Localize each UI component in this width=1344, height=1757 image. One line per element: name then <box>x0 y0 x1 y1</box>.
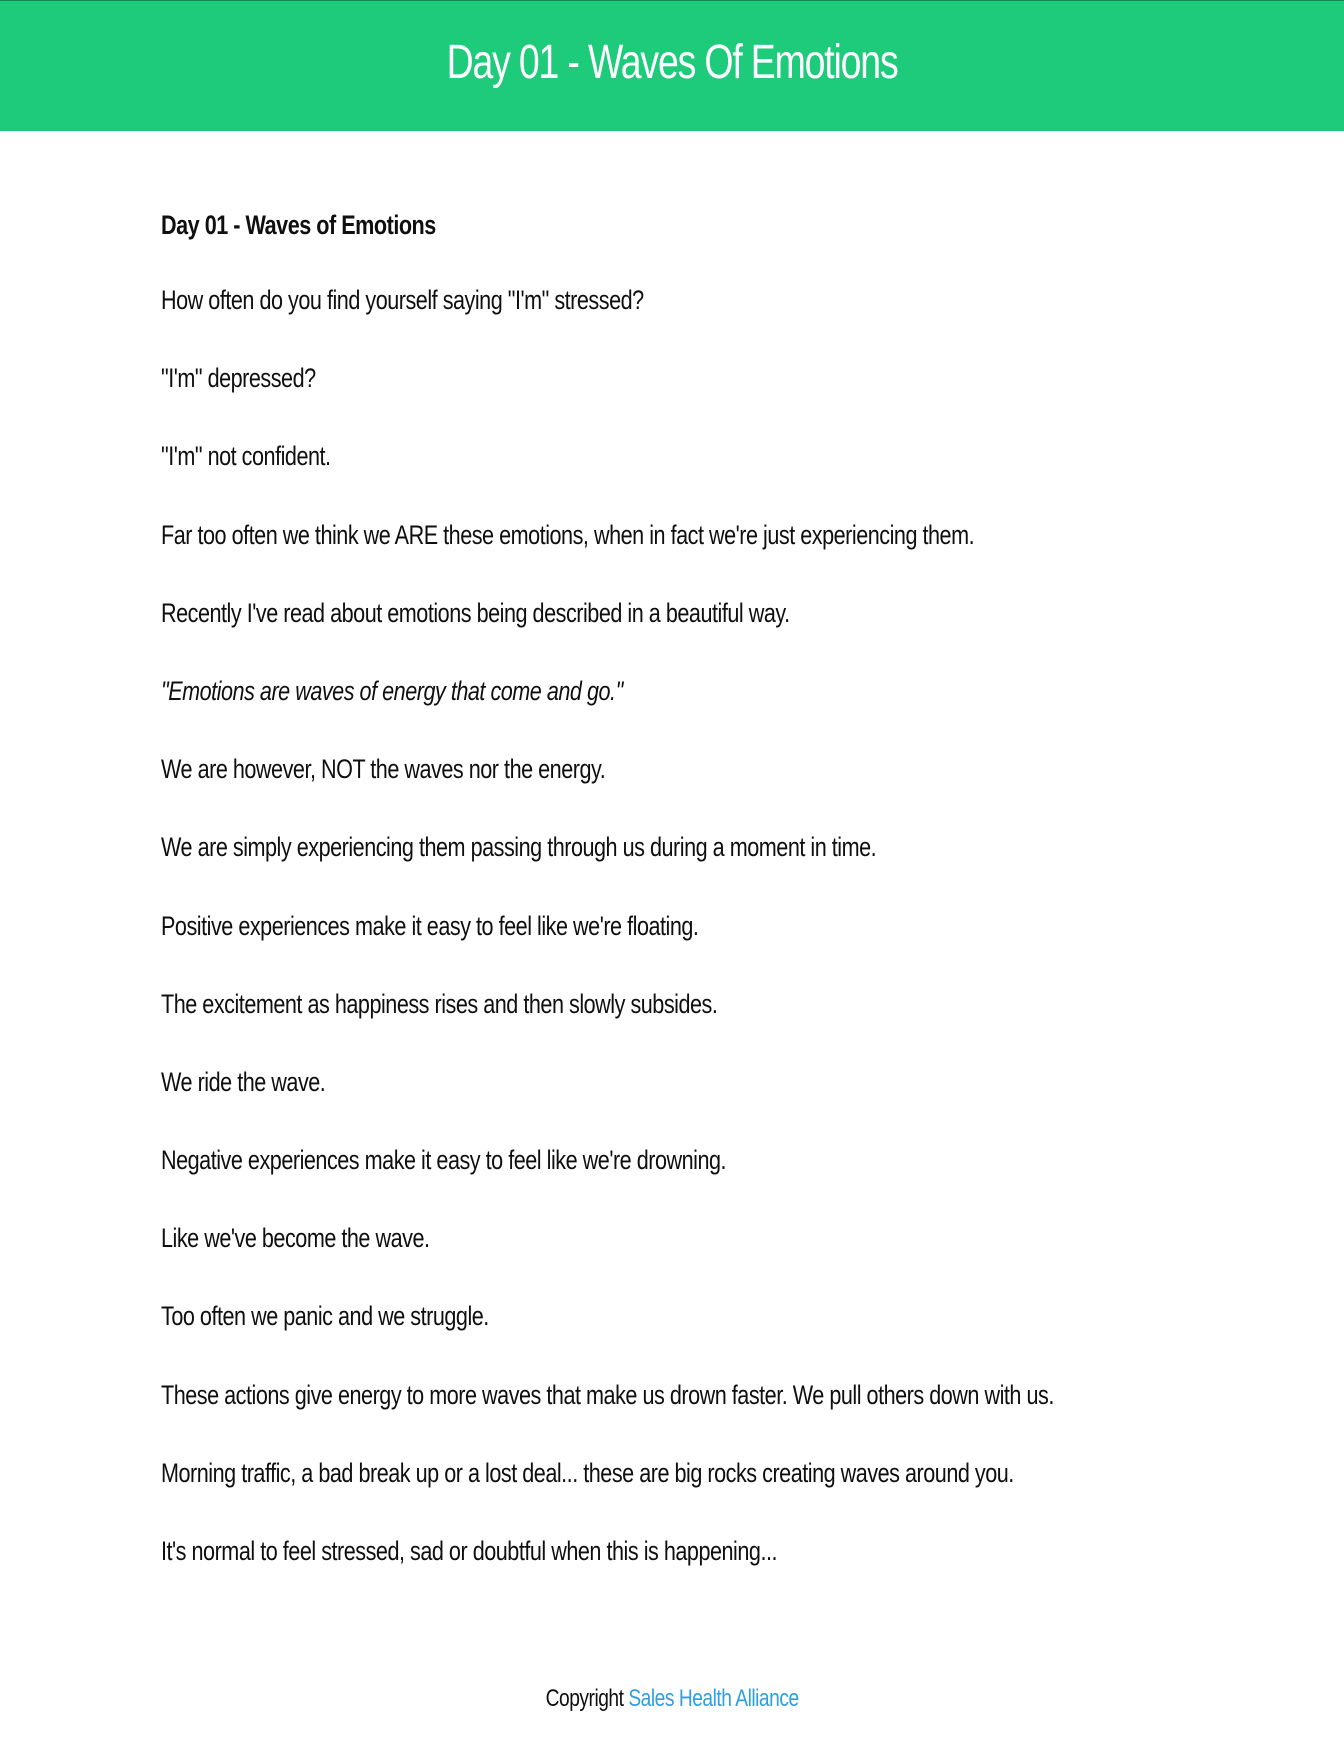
paragraph: Far too often we think we ARE these emotions, when in fact we're just experiencing them. <box>161 519 975 550</box>
page-title: Day 01 - Waves Of Emotions <box>446 35 898 89</box>
paragraph: We are simply experiencing them passing through us during a moment in time. <box>161 832 877 863</box>
article-body <box>161 201 1241 1605</box>
page-header <box>0 0 1344 131</box>
paragraph: Recently I've read about emotions being described in a beautiful way. <box>161 597 790 628</box>
paragraph: "I'm" not confident. <box>161 441 331 472</box>
paragraph: Negative experiences make it easy to feel like we're drowning. <box>161 1145 727 1176</box>
paragraph: How often do you find yourself saying "I'm" stressed? <box>161 285 644 315</box>
paragraph: We ride the wave. <box>161 1066 326 1097</box>
sales-health-alliance-link[interactable]: Sales Health Alliance <box>628 1685 799 1712</box>
copyright-label: Copyright <box>545 1685 624 1712</box>
paragraph: Too often we panic and we struggle. <box>161 1301 489 1332</box>
quote-paragraph: "Emotions are waves of energy that come and go." <box>161 675 623 706</box>
paragraph: Positive experiences make it easy to feel like we're floating. <box>161 910 699 941</box>
article-heading: Day 01 - Waves of Emotions <box>161 210 436 240</box>
paragraph: "I'm" depressed? <box>161 363 316 394</box>
page-footer <box>0 1685 1344 1713</box>
paragraph: It's normal to feel stressed, sad or doubtful when this is happening... <box>161 1536 778 1566</box>
paragraph: We are however, NOT the waves nor the energy. <box>161 754 606 785</box>
copyright-line <box>545 1685 798 1713</box>
paragraph: Like we've become the wave. <box>161 1223 430 1254</box>
paragraph: The excitement as happiness rises and then slowly subsides. <box>161 988 718 1019</box>
paragraph: These actions give energy to more waves that make us drown faster. We pull others down with us. <box>161 1379 1054 1410</box>
paragraph: Morning traffic, a bad break up or a lost deal... these are big rocks creating waves around you. <box>161 1457 1014 1488</box>
